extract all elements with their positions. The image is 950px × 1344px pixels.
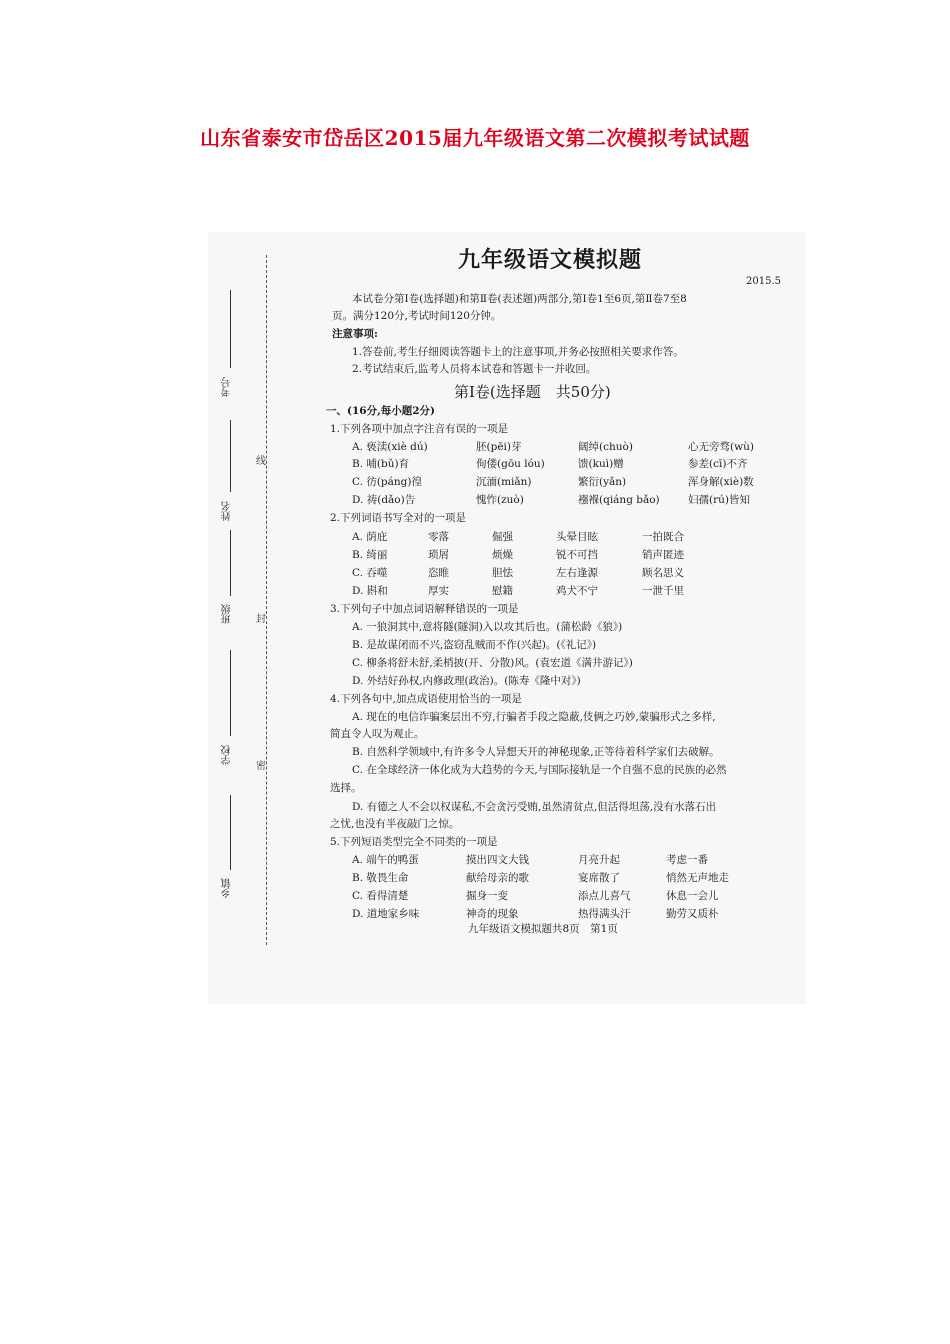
option-cell: 摸出四文大钱 bbox=[466, 854, 529, 866]
intro-line: 页。满分120分,考试时间120分钟。 bbox=[332, 310, 502, 322]
option-cell: D. 道地家乡味 bbox=[352, 908, 420, 920]
side-fill-line bbox=[230, 290, 231, 368]
side-fill-line bbox=[230, 530, 231, 596]
option-cell: 左右逢源 bbox=[556, 567, 598, 579]
binding-word: 封 bbox=[256, 614, 266, 625]
exam-date: 2015.5 bbox=[746, 276, 781, 287]
part-heading: 一、(16分,每小题2分) bbox=[326, 405, 436, 417]
option-cell: 考虑一番 bbox=[666, 854, 708, 866]
option-cell: 倔强 bbox=[492, 531, 513, 543]
option-cell: C. 看得清楚 bbox=[352, 890, 409, 902]
binding-dashed-line bbox=[266, 255, 267, 945]
question-stem: 1.下列各项中加点字注音有误的一项是 bbox=[330, 423, 509, 435]
option-line: D. 外结好孙权,内修政理(政治)。(陈寿《隆中对》) bbox=[352, 675, 581, 687]
document-title: 山东省泰安市岱岳区2015届九年级语文第二次模拟考试试题 bbox=[200, 126, 750, 150]
option-cell: D. 斟和 bbox=[352, 585, 388, 597]
option-cell: 悄然无声地走 bbox=[666, 872, 729, 884]
option-cell: 心无旁骛(wù) bbox=[688, 441, 754, 453]
option-cell: 勤劳又质朴 bbox=[666, 908, 719, 920]
question-stem: 3.下列句子中加点词语解释错误的一项是 bbox=[330, 603, 519, 615]
option-cell: 馈(kuì)赠 bbox=[578, 458, 624, 470]
option-cell: 宴席散了 bbox=[578, 872, 620, 884]
option-cell: 月亮升起 bbox=[578, 854, 620, 866]
option-cell: A. 荫庇 bbox=[352, 531, 388, 543]
option-cell: 顾名思义 bbox=[642, 567, 684, 579]
option-cell: 头晕目眩 bbox=[556, 531, 598, 543]
option-cell: 烦燥 bbox=[492, 549, 513, 561]
question-stem: 5.下列短语类型完全不同类的一项是 bbox=[330, 836, 498, 848]
option-line: B. 自然科学领域中,有许多令人异想天开的神秘现象,正等待着科学家们去破解。 bbox=[352, 746, 720, 758]
option-cell: 锐不可挡 bbox=[556, 549, 598, 561]
side-label-class: 班级 bbox=[222, 604, 233, 624]
side-label-exam-no: 考号 bbox=[222, 377, 233, 397]
paper-title: 九年级语文模拟题 bbox=[458, 247, 643, 273]
option-cell: B. 绮丽 bbox=[352, 549, 388, 561]
option-cell: 浑身解(xiè)数 bbox=[688, 476, 754, 488]
option-cell: D. 祷(dǎo)告 bbox=[352, 494, 416, 506]
question-stem: 4.下列各句中,加点成语使用恰当的一项是 bbox=[330, 693, 522, 705]
option-cell: 销声匿迹 bbox=[642, 549, 684, 561]
note-item: 1.答卷前,考生仔细阅读答题卡上的注意事项,并务必按照相关要求作答。 bbox=[352, 346, 684, 358]
option-cell: 妇孺(rú)皆知 bbox=[688, 494, 750, 506]
side-fill-line bbox=[230, 795, 231, 870]
option-cell: 愧怍(zuò) bbox=[476, 494, 524, 506]
option-cell: A. 亵渎(xiè dú) bbox=[352, 441, 428, 453]
option-cell: 零落 bbox=[428, 531, 449, 543]
option-line: 简直令人叹为观止。 bbox=[330, 728, 425, 740]
option-cell: 掘身一变 bbox=[466, 890, 508, 902]
option-cell: A. 端午的鸭蛋 bbox=[352, 854, 419, 866]
option-cell: 阔绰(chuò) bbox=[578, 441, 633, 453]
notes-heading: 注意事项: bbox=[332, 328, 378, 340]
option-line: A. 现在的电信诈骗案层出不穷,行骗者手段之隐蔽,伎俩之巧妙,蒙骗形式之多样, bbox=[352, 711, 716, 723]
option-line: 之忧,也没有半夜敲门之惊。 bbox=[330, 818, 460, 830]
option-line: C. 在全球经济一体化成为大趋势的今天,与国际接轨是一个自强不息的民族的必然 bbox=[352, 764, 727, 776]
option-line: D. 有德之人不会以权谋私,不会贪污受贿,虽然清贫点,但活得坦荡,没有水落石出 bbox=[352, 801, 717, 813]
option-line: A. 一狼洞其中,意将隧(隧洞)入以攻其后也。(蒲松龄《狼》) bbox=[352, 621, 623, 633]
option-cell: 一拍既合 bbox=[642, 531, 684, 543]
option-cell: 参差(cī)不齐 bbox=[688, 458, 748, 470]
option-cell: 厚实 bbox=[428, 585, 449, 597]
option-cell: 胚(pēi)芽 bbox=[476, 441, 522, 453]
intro-line: 本试卷分第Ⅰ卷(选择题)和第Ⅱ卷(表述题)两部分,第Ⅰ卷1至6页,第Ⅱ卷7至8 bbox=[352, 293, 687, 305]
side-label-school: 学校 bbox=[222, 745, 233, 765]
section-title: 第Ⅰ卷(选择题 共50分) bbox=[454, 383, 611, 401]
option-cell: 沉湎(miǎn) bbox=[476, 476, 532, 488]
option-cell: B. 哺(bǔ)育 bbox=[352, 458, 410, 470]
note-item: 2.考试结束后,监考人员将本试卷和答题卡一并收回。 bbox=[352, 363, 597, 375]
option-line: 选择。 bbox=[330, 782, 362, 794]
side-fill-line bbox=[230, 650, 231, 736]
option-cell: 鸡犬不宁 bbox=[556, 585, 598, 597]
side-fill-line bbox=[230, 420, 231, 492]
binding-word: 密 bbox=[256, 761, 266, 772]
option-line: C. 柳条将舒未舒,柔梢披(开、分散)风。(袁宏道《满井游记》) bbox=[352, 657, 633, 669]
page-footer: 九年级语文模拟题共8页 第1页 bbox=[468, 923, 618, 935]
option-cell: C. 吞噬 bbox=[352, 567, 388, 579]
option-cell: 恣睢 bbox=[428, 567, 449, 579]
option-cell: 休息一会儿 bbox=[666, 890, 719, 902]
option-cell: 一泄千里 bbox=[642, 585, 684, 597]
option-cell: 献给母亲的歌 bbox=[466, 872, 529, 884]
side-label-name: 姓名 bbox=[222, 501, 233, 521]
option-cell: B. 敬畏生命 bbox=[352, 872, 409, 884]
option-cell: 繁衍(yǎn) bbox=[578, 476, 627, 488]
option-line: B. 是故谋闭而不兴,盗窃乱贼而不作(兴起)。(《礼记》) bbox=[352, 639, 597, 651]
option-cell: 慰籍 bbox=[492, 585, 513, 597]
binding-word: 线 bbox=[256, 456, 266, 467]
option-cell: 襁褓(qiáng bǎo) bbox=[578, 494, 660, 506]
option-cell: 热得满头汗 bbox=[578, 908, 631, 920]
option-cell: 琐屑 bbox=[428, 549, 449, 561]
option-cell: 佝偻(gōu lóu) bbox=[476, 458, 545, 470]
side-label-town: 乡镇 bbox=[222, 878, 233, 898]
option-cell: C. 彷(páng)徨 bbox=[352, 476, 422, 488]
option-cell: 胆怯 bbox=[492, 567, 513, 579]
option-cell: 神奇的现象 bbox=[466, 908, 519, 920]
question-stem: 2.下列词语书写全对的一项是 bbox=[330, 512, 467, 524]
option-cell: 添点儿喜气 bbox=[578, 890, 631, 902]
